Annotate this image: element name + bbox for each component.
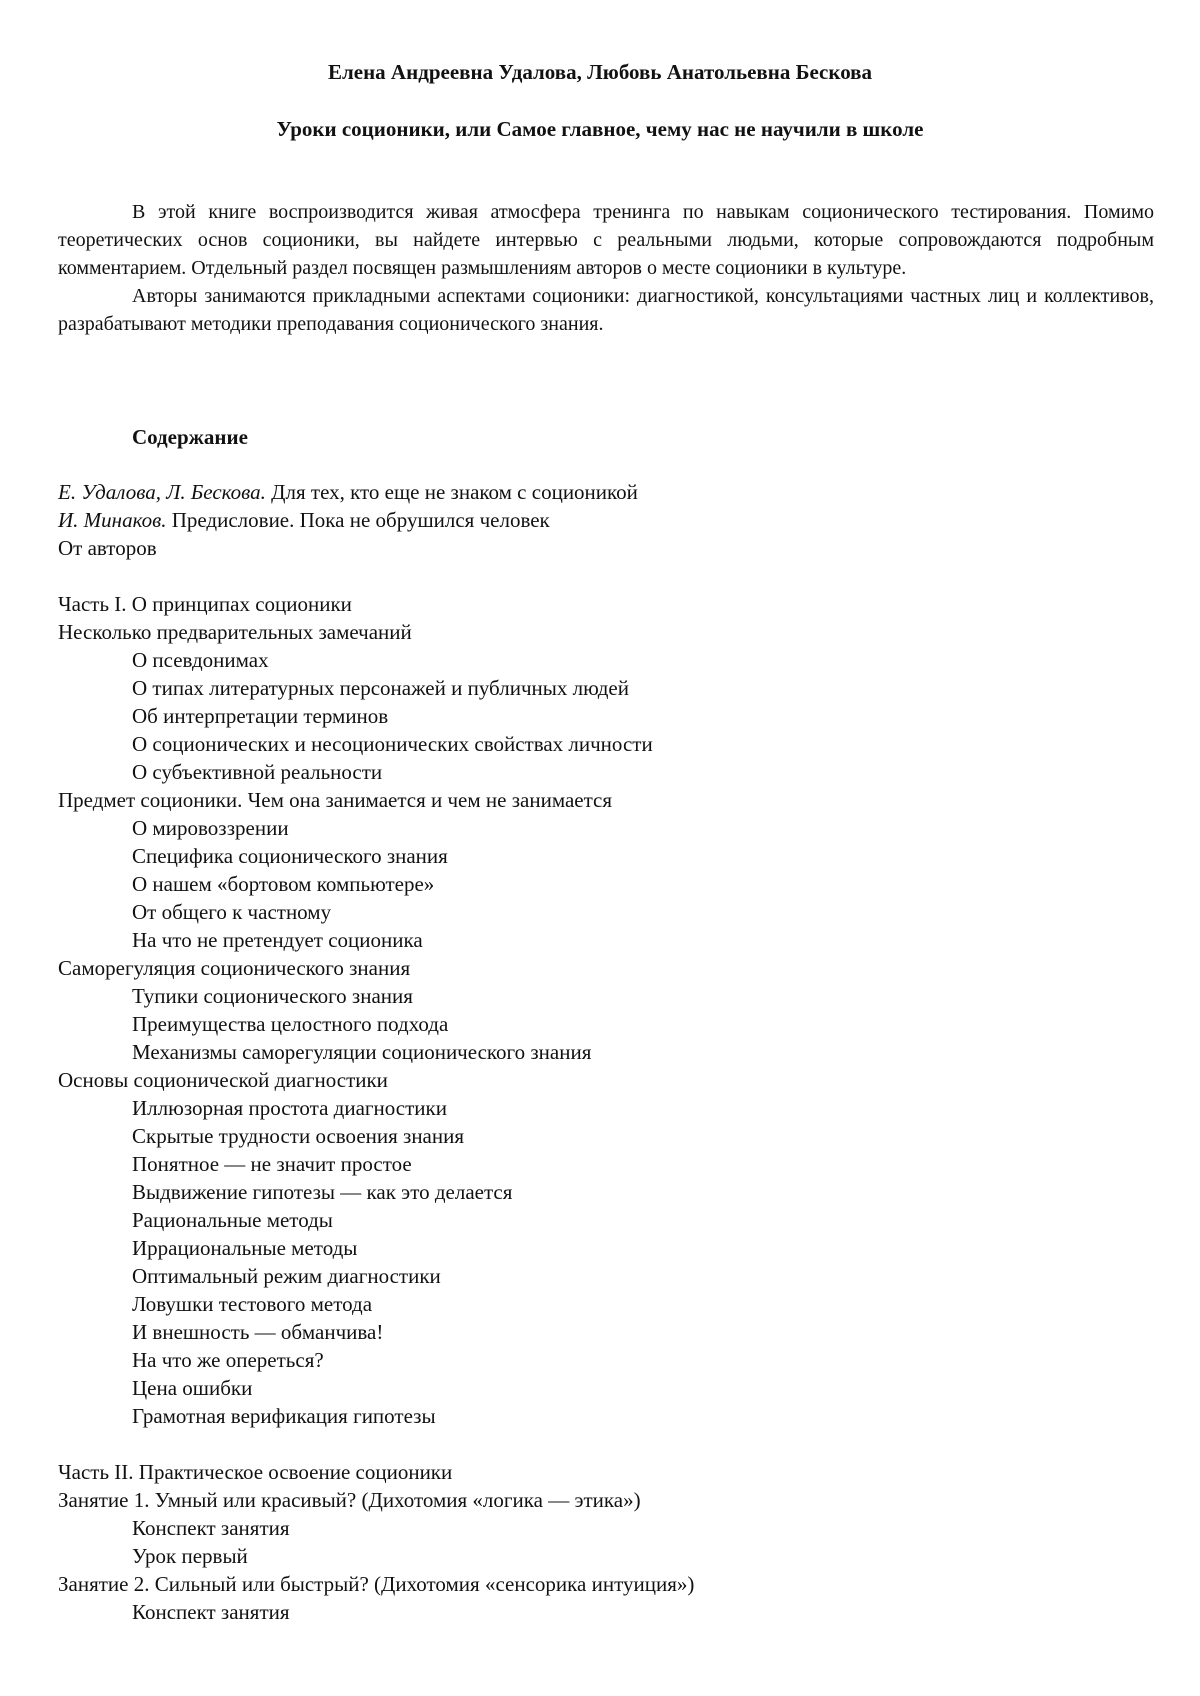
toc-section-item: Часть II. Практическое освоение соционики xyxy=(58,1458,1158,1486)
abstract-paragraph: В этой книге воспроизводится живая атмосфера тренинга по навыкам соционического тестирования. Помимо теоретических основ соционики, вы найдете интервью с реальными людьми, которые сопровождаются подробным комментарием. Отдельный раздел посвящен размышлениям авторов о месте соционики в культуре. xyxy=(58,198,1154,282)
toc-item-title: Для тех, кто еще не знаком с соционикой xyxy=(266,480,638,504)
toc-subsection-item: Цена ошибки xyxy=(58,1374,1158,1402)
abstract xyxy=(58,198,1154,338)
toc-subsection-item: Преимущества целостного подхода xyxy=(58,1010,1158,1038)
toc-section-item: Несколько предварительных замечаний xyxy=(58,618,1158,646)
toc-subsection-item: О субъективной реальности xyxy=(58,758,1158,786)
toc-subsection-item: Выдвижение гипотезы — как это делается xyxy=(58,1178,1158,1206)
toc-section-item: Предмет соционики. Чем она занимается и чем не занимается xyxy=(58,786,1158,814)
toc-subsection-item: Ловушки тестового метода xyxy=(58,1290,1158,1318)
toc-front-item xyxy=(58,534,1158,562)
toc-subsection-item: Скрытые трудности освоения знания xyxy=(58,1122,1158,1150)
toc-subsection-item: О типах литературных персонажей и публичных людей xyxy=(58,674,1158,702)
toc-item-author: Е. Удалова, Л. Бескова. xyxy=(58,480,266,504)
toc-section-item: Основы соционической диагностики xyxy=(58,1066,1158,1094)
toc-subsection-item: Механизмы саморегуляции соционического знания xyxy=(58,1038,1158,1066)
toc-subsection-item: Понятное — не значит простое xyxy=(58,1150,1158,1178)
toc-subsection-item: О соционических и несоционических свойствах личности xyxy=(58,730,1158,758)
toc-item-title: От авторов xyxy=(58,536,157,560)
toc-subsection-item: Оптимальный режим диагностики xyxy=(58,1262,1158,1290)
document-page xyxy=(0,0,1200,1696)
toc-subsection-item: О мировоззрении xyxy=(58,814,1158,842)
toc-subsection-item: Специфика соционического знания xyxy=(58,842,1158,870)
toc-heading: Содержание xyxy=(132,424,248,450)
toc-spacer xyxy=(58,562,1158,590)
toc-subsection-item: На что не претендует соционика xyxy=(58,926,1158,954)
abstract-paragraph: Авторы занимаются прикладными аспектами соционики: диагностикой, консультациями частных лиц и коллективов, разрабатывают методики преподавания соционического знания. xyxy=(58,282,1154,338)
toc-subsection-item: Урок первый xyxy=(58,1542,1158,1570)
toc-subsection-item: И внешность — обманчива! xyxy=(58,1318,1158,1346)
toc-subsection-item: Грамотная верификация гипотезы xyxy=(58,1402,1158,1430)
toc-subsection-item: О нашем «бортовом компьютере» xyxy=(58,870,1158,898)
authors-line: Елена Андреевна Удалова, Любовь Анатольевна Бескова xyxy=(0,60,1200,84)
toc-subsection-item: Иллюзорная простота диагностики xyxy=(58,1094,1158,1122)
toc-subsection-item: Конспект занятия xyxy=(58,1598,1158,1626)
toc-spacer xyxy=(58,1430,1158,1458)
toc-subsection-item: Иррациональные методы xyxy=(58,1234,1158,1262)
toc-subsection-item: От общего к частному xyxy=(58,898,1158,926)
toc-subsection-item: Об интерпретации терминов xyxy=(58,702,1158,730)
toc-item-author: И. Минаков. xyxy=(58,508,166,532)
toc-section-item: Часть I. О принципах соционики xyxy=(58,590,1158,618)
table-of-contents xyxy=(58,478,1158,1626)
toc-section-item: Саморегуляция соционического знания xyxy=(58,954,1158,982)
toc-subsection-item: О псевдонимах xyxy=(58,646,1158,674)
toc-section-item: Занятие 1. Умный или красивый? (Дихотомия «логика — этика») xyxy=(58,1486,1158,1514)
toc-front-item xyxy=(58,506,1158,534)
toc-subsection-item: Рациональные методы xyxy=(58,1206,1158,1234)
toc-subsection-item: Тупики соционического знания xyxy=(58,982,1158,1010)
toc-section-item: Занятие 2. Сильный или быстрый? (Дихотомия «сенсорика интуиция») xyxy=(58,1570,1158,1598)
toc-item-title: Предисловие. Пока не обрушился человек xyxy=(166,508,549,532)
book-title: Уроки соционики, или Самое главное, чему нас не научили в школе xyxy=(0,117,1200,141)
toc-front-item xyxy=(58,478,1158,506)
toc-subsection-item: На что же опереться? xyxy=(58,1346,1158,1374)
toc-subsection-item: Конспект занятия xyxy=(58,1514,1158,1542)
